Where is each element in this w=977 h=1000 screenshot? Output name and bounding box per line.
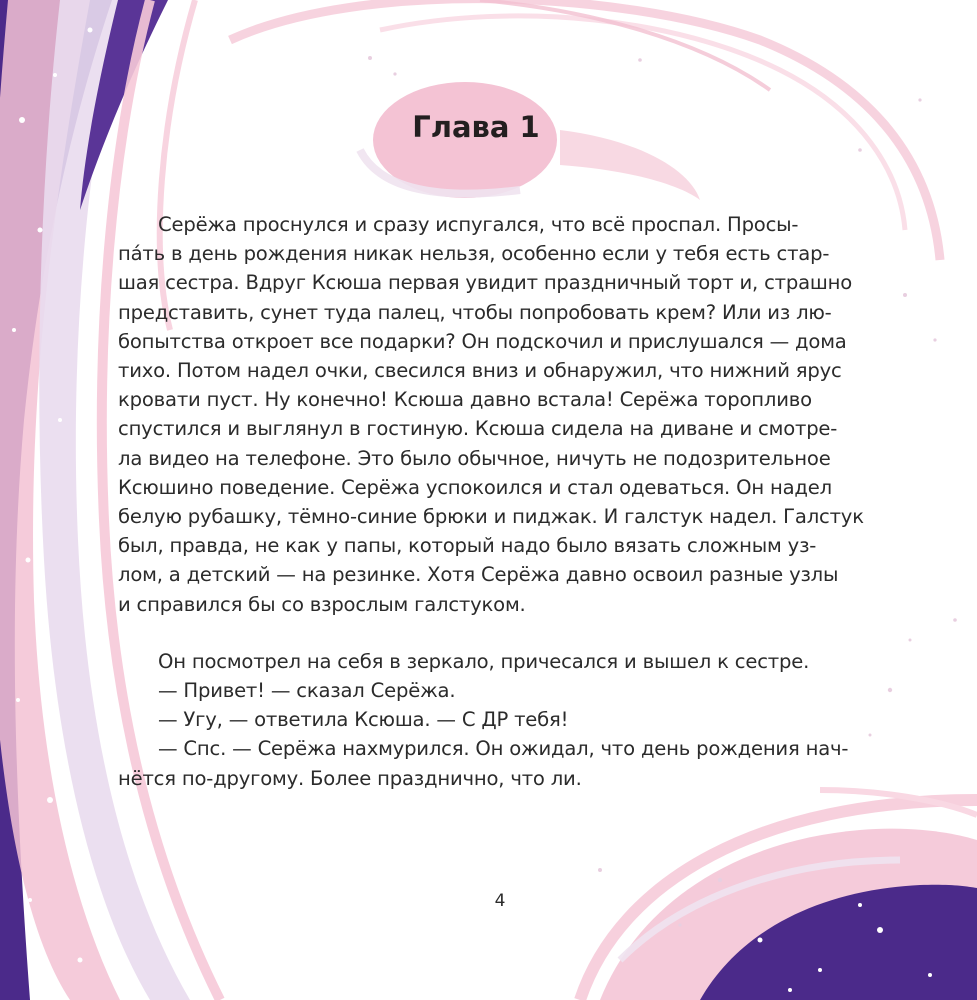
body-line: нётся по-другому. Более празднично, что ли. (118, 766, 582, 790)
chapter-title: Глава 1 (412, 110, 540, 144)
body-line: был, правда, не как у папы, который надо было вязать сложным уз- (118, 534, 817, 558)
body-line: спустился и выглянул в гостиную. Ксюша сидела на диване и смотре- (118, 417, 838, 441)
dialogue-line: — Спс. — Серёжа нахмурился. Он ожидал, что день рождения нач- (158, 737, 849, 761)
body-line: ла видео на телефоне. Это было обычное, ничуть не подозрительное (118, 446, 831, 470)
body-line: тихо. Потом надел очки, свесился вниз и обнаружил, что нижний ярус (118, 359, 842, 383)
chapter-body (118, 210, 864, 793)
body-line: лом, а детский — на резинке. Хотя Серёжа давно освоил разные узлы (118, 563, 839, 587)
page-number: 4 (494, 891, 506, 911)
body-line: па́ть в день рождения никак нельзя, особенно если у тебя есть стар- (118, 242, 830, 266)
body-line: Серёжа проснулся и сразу испугался, что всё проспал. Просы- (158, 213, 799, 236)
body-line: и справился бы со взрослым галстуком. (118, 592, 526, 616)
body-line: представить, сунет туда палец, чтобы попробовать крем? Или из лю- (118, 300, 832, 324)
paragraph-gap (118, 619, 838, 647)
body-line: бопытства откроет все подарки? Он подскочил и прислушался — дома (118, 329, 847, 353)
body-line: белую рубашку, тёмно-синие брюки и пиджак. И галстук надел. Галстук (118, 505, 864, 529)
body-line: шая сестра. Вдруг Ксюша первая увидит праздничный торт и, страшно (118, 271, 853, 295)
body-line: Ксюшино поведение. Серёжа успокоился и стал одеваться. Он надел (118, 475, 832, 499)
body-line: кровати пуст. Ну конечно! Ксюша давно встала! Серёжа торопливо (118, 388, 812, 412)
dialogue-line: — Угу, — ответила Ксюша. — С ДР тебя! (158, 708, 569, 732)
dialogue-line: — Привет! — сказал Серёжа. (158, 679, 456, 703)
body-line: Он посмотрел на себя в зеркало, причесался и вышел к сестре. (158, 649, 810, 673)
